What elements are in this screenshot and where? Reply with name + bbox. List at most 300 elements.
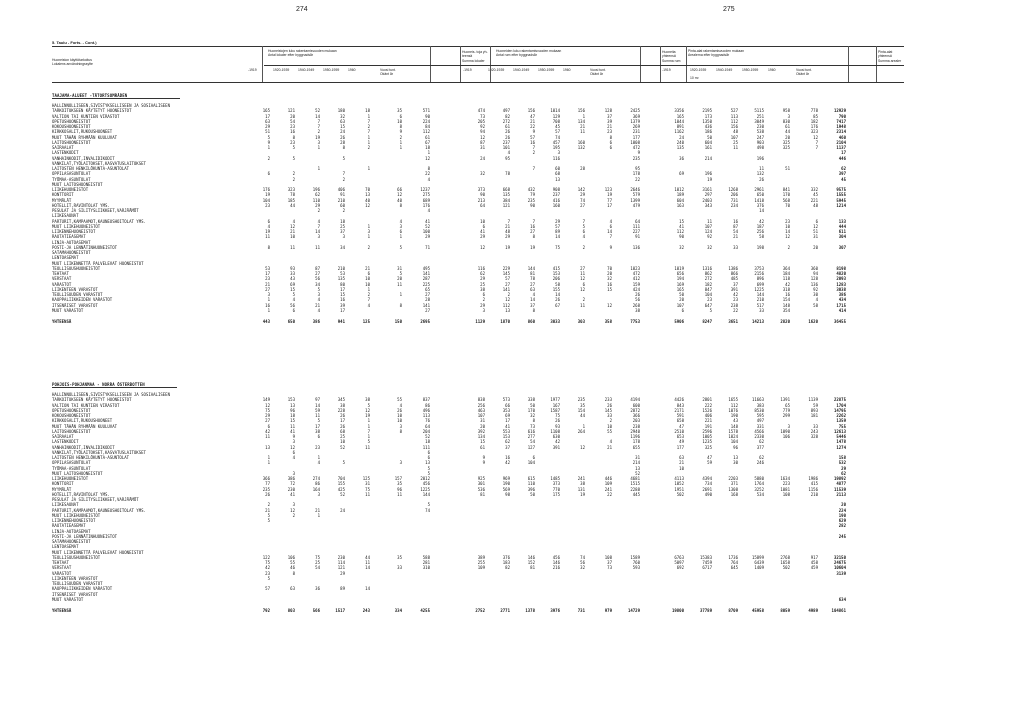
cell-value: 7 <box>815 139 818 145</box>
cell-value: 1620 <box>808 319 818 324</box>
cell-value: 146 <box>552 560 560 565</box>
cell-value: 32 <box>707 244 712 250</box>
row-label: ITSENÄISET VARASTOT <box>52 302 98 308</box>
cell-value: 92 <box>480 124 485 129</box>
cell-value: 338 <box>527 397 535 403</box>
row-label: VALTION TAI KUNTIEN VIRASTOT <box>52 402 120 408</box>
year-header: Vuosi tunt. Okänt år <box>380 68 396 77</box>
cell-value: 3038 <box>836 286 846 292</box>
cell-value: 14729 <box>627 608 640 613</box>
cell-value: 331 <box>756 423 764 429</box>
cell-value: 184 <box>782 271 790 276</box>
cell-value: 591 <box>676 413 684 418</box>
cell-value: 5 <box>267 134 270 140</box>
cell-value: 101 <box>502 145 510 150</box>
cell-value: 23 <box>265 202 270 208</box>
cell-value: 245 <box>838 533 846 539</box>
cell-value: 25 <box>733 139 738 145</box>
cell-value: 196 <box>312 187 320 192</box>
row-label: TARKOITUKSEEN KÄYTETYT HUONEISTOT <box>52 397 132 403</box>
cell-value: 14 <box>785 229 790 234</box>
cell-value: 155 <box>337 481 345 487</box>
cell-value: 1704 <box>836 402 846 408</box>
cell-value: 4 <box>317 460 320 466</box>
cell-value: 1 <box>367 423 370 429</box>
cell-value: 18 <box>365 108 370 114</box>
cell-value: 485 <box>730 276 738 282</box>
cell-value: 8 <box>532 307 535 313</box>
cell-value: 31 <box>365 481 370 487</box>
cell-value: 1359 <box>836 418 846 424</box>
cell-value: 18 <box>425 439 430 445</box>
cell-value: 74 <box>580 554 585 560</box>
cell-value: 17 <box>265 271 270 276</box>
cell-value: 1764 <box>754 481 764 487</box>
cell-value: 1587 <box>550 407 560 413</box>
cell-value: 272 <box>502 118 510 124</box>
cell-value: 2171 <box>674 407 684 413</box>
cell-value: 731 <box>577 608 585 613</box>
cell-value: 10 <box>365 276 370 282</box>
cell-value: 5 <box>292 292 295 297</box>
cell-value: 205 <box>477 118 485 124</box>
cell-value: 153 <box>502 434 510 439</box>
cell-value: 6763 <box>674 554 684 560</box>
cell-value: 31 <box>635 455 640 460</box>
cell-value: 13 <box>733 455 738 460</box>
cell-value: 7417 <box>836 118 846 124</box>
cell-value: 47 <box>530 113 535 119</box>
cell-value: 12 <box>365 202 370 208</box>
cell-value: 27 <box>425 292 430 297</box>
cell-value: 37 <box>733 281 738 287</box>
cell-value: 255 <box>477 560 485 565</box>
row-label: LIIKENTEEN VARASTOT <box>52 575 98 581</box>
cell-value: 2768 <box>780 554 790 560</box>
cell-value: 109 <box>477 565 485 571</box>
cell-value: 1 <box>367 113 370 119</box>
row-label: TEOLLISUUDEN VARASTOT <box>52 292 103 297</box>
cell-value: 444 <box>838 223 846 229</box>
cell-value: 68 <box>555 171 560 177</box>
cell-value: 2771 <box>500 608 510 613</box>
row-label: MUUT TÄHÄN RYHMÄÄN KUULUVAT <box>52 134 118 140</box>
cell-value: 106 <box>782 434 790 439</box>
row-label: PESULAT JA SILITYSLIIKKEET,VARJÄÄMÖT <box>52 497 139 502</box>
cell-value: 334 <box>394 608 402 613</box>
cell-value: 415 <box>552 265 560 271</box>
cell-value: 136 <box>632 244 640 250</box>
cell-value: 56 <box>290 302 295 308</box>
cell-value: 114 <box>337 560 345 565</box>
cell-value: 416 <box>552 197 560 203</box>
cell-value: 112 <box>502 302 510 308</box>
cell-value: 42 <box>265 565 270 571</box>
cell-value: 152 <box>527 560 535 565</box>
cell-value: 61 <box>505 124 510 129</box>
cell-value: 164 <box>312 486 320 492</box>
cell-value: 3033 <box>550 319 560 324</box>
column-rule <box>686 46 687 82</box>
cell-value: 5 <box>427 470 430 476</box>
cell-value: 22 <box>733 307 738 313</box>
cell-value: 60 <box>555 166 560 171</box>
cell-value: 149 <box>262 397 270 403</box>
cell-value: 62 <box>480 271 485 276</box>
cell-value: 148 <box>782 302 790 308</box>
cell-value: 68 <box>340 428 345 434</box>
cell-value: 837 <box>422 397 430 403</box>
cell-value: 3651 <box>728 319 738 324</box>
cell-value: 198 <box>756 244 764 250</box>
cell-value: 31 <box>813 234 818 240</box>
cell-value: 22 <box>635 176 640 182</box>
cell-value: 3 <box>367 229 370 234</box>
cell-value: 534 <box>756 491 764 497</box>
cell-value: 1655 <box>728 397 738 403</box>
cell-value: 29 <box>425 234 430 240</box>
cell-value: 12 <box>785 234 790 240</box>
row-label: LIIKESAUNAT <box>52 502 79 508</box>
cell-value: 86 <box>315 481 320 487</box>
cell-value: 28 <box>580 166 585 171</box>
cell-value: 69 <box>290 281 295 287</box>
cell-value: 55 <box>607 428 612 434</box>
cell-value: 64 <box>480 202 485 208</box>
cell-value: 566 <box>312 608 320 613</box>
cell-value: 1 <box>367 139 370 145</box>
cell-value: 1478 <box>836 439 846 445</box>
cell-value: 107 <box>676 302 684 308</box>
cell-value: 95 <box>505 155 510 161</box>
cell-value: 8530 <box>754 407 764 413</box>
cell-value: 204 <box>422 428 430 434</box>
cell-value: 866 <box>730 271 738 276</box>
cell-value: 150 <box>394 319 402 324</box>
cell-value: 35 <box>397 554 402 560</box>
cell-value: 4 <box>427 208 430 213</box>
cell-value: 15 <box>607 286 612 292</box>
cell-value: 634 <box>838 596 846 602</box>
cell-value: 125 <box>362 319 370 324</box>
total-row <box>0 319 1024 324</box>
cell-value: 406 <box>704 413 712 418</box>
cell-value: 165 <box>262 108 270 114</box>
cell-value: 7 <box>815 145 818 150</box>
cell-value: 230 <box>337 554 345 560</box>
cell-value: 178 <box>632 439 640 445</box>
cell-value: 1 <box>317 145 320 150</box>
cell-value: 354 <box>782 307 790 313</box>
cell-value: 25 <box>340 434 345 439</box>
cell-value: 87 <box>733 223 738 229</box>
cell-value: 51 <box>813 229 818 234</box>
cell-value: 16 <box>505 455 510 460</box>
cell-value: 1052 <box>674 481 684 487</box>
cell-value: 181 <box>810 413 818 418</box>
cell-value: 62 <box>759 439 764 445</box>
cell-value: 154 <box>782 297 790 303</box>
cell-value: 223 <box>782 481 790 487</box>
cell-value: 5 <box>399 244 402 250</box>
cell-value: 35 <box>397 108 402 114</box>
cell-value: 11 <box>580 129 585 135</box>
cell-value: 332 <box>810 187 818 192</box>
cell-value: 63 <box>290 586 295 592</box>
row-label: KIRKKOSALIT,RUKOUSHUONEET <box>52 418 113 424</box>
cell-value: 96 <box>290 407 295 413</box>
cell-value: 1 <box>367 418 370 424</box>
row-label: HALLINNOLLISEEN,SIVISTYKSELLISEEN JA SOSIAALISEEN <box>52 103 171 108</box>
cell-value: 93 <box>555 423 560 429</box>
cell-value: 2 <box>399 134 402 140</box>
cell-value: 358 <box>604 319 612 324</box>
cell-value: 7 <box>609 234 612 240</box>
cell-value: 12 <box>397 192 402 198</box>
cell-value: 132 <box>756 171 764 177</box>
cell-value: 27 <box>580 202 585 208</box>
cell-value: 11 <box>265 234 270 240</box>
cell-value: 1081 <box>780 486 790 492</box>
cell-value: 1235 <box>702 439 712 445</box>
cell-value: 22 <box>530 124 535 129</box>
cell-value: 2262 <box>836 413 846 418</box>
cell-value: 237 <box>552 192 560 198</box>
cell-value: 307 <box>838 244 846 250</box>
row-label: LIIKEHUONEISTOT <box>52 476 89 481</box>
cell-value: 328 <box>810 434 818 439</box>
cell-value: 145 <box>604 407 612 413</box>
cell-value: 600 <box>632 402 640 408</box>
cell-value: 33 <box>397 565 402 571</box>
cell-value: 122 <box>262 554 270 560</box>
cell-value: 163 <box>676 202 684 208</box>
cell-value: 58 <box>555 281 560 287</box>
cell-value: 1274 <box>836 444 846 450</box>
page-number-left: 274 <box>296 6 308 13</box>
cell-value: 8 <box>399 124 402 129</box>
cell-value: 7 <box>582 218 585 224</box>
cell-value: 1485 <box>550 476 560 481</box>
row-label: RAUTATIEASEMAT <box>52 523 86 529</box>
cell-value: 4877 <box>836 481 846 487</box>
cell-value: 12 <box>813 223 818 229</box>
cell-value: 5 <box>399 271 402 276</box>
cell-value: 2104 <box>836 139 846 145</box>
cell-value: 53 <box>340 271 345 276</box>
cell-value: 13 <box>555 176 560 182</box>
row-label: LIIKENTEEN VARASTOT <box>52 286 98 292</box>
cell-value: 9 <box>292 434 295 439</box>
cell-value: 1139 <box>808 397 818 403</box>
year-header: 1920-1939 <box>690 68 707 72</box>
cell-value: 1 <box>582 113 585 119</box>
column-rule <box>660 46 661 82</box>
cell-value: 237 <box>502 139 510 145</box>
row-label: YHTEENSÄ <box>52 608 72 613</box>
cell-value: 61 <box>425 134 430 140</box>
cell-value: 277 <box>527 434 535 439</box>
column-rule <box>262 46 263 82</box>
column-rule <box>460 46 461 82</box>
cell-value: 579 <box>632 192 640 198</box>
cell-value: 176 <box>262 187 270 192</box>
cell-value: 779 <box>782 407 790 413</box>
cell-value: 165 <box>676 113 684 119</box>
cell-value: 979 <box>604 608 612 613</box>
cell-value: 9 <box>482 460 485 466</box>
cell-value: 13 <box>265 444 270 450</box>
total3-header <box>878 50 904 63</box>
cell-value: 12 <box>580 276 585 282</box>
cell-value: 173 <box>704 113 712 119</box>
cell-value: 41 <box>505 423 510 429</box>
cell-value: 615 <box>527 476 535 481</box>
cell-value: 29 <box>315 202 320 208</box>
cell-value: 52 <box>425 223 430 229</box>
cell-value: 243 <box>810 428 818 434</box>
cell-value: 19 <box>707 176 712 182</box>
cell-value: 228 <box>337 407 345 413</box>
cell-value: 268 <box>632 302 640 308</box>
cell-value: 42 <box>785 281 790 287</box>
cell-value: 52 <box>635 470 640 476</box>
cell-value: 38 <box>365 397 370 403</box>
group2-title-sv: Antal rum efter byggnadsår <box>496 53 537 58</box>
cell-value: 221 <box>810 197 818 203</box>
cell-value: 59 <box>813 402 818 408</box>
cell-value: 32 <box>480 171 485 177</box>
cell-value: 92 <box>813 286 818 292</box>
cell-value: 656 <box>676 271 684 276</box>
cell-value: 496 <box>422 407 430 413</box>
row-label: VERSTAAT <box>52 565 72 571</box>
cell-value: 221 <box>704 418 712 424</box>
cell-value: 571 <box>422 108 430 114</box>
cell-value: 415 <box>810 481 818 487</box>
cell-value: 11 <box>707 218 712 224</box>
cell-value: 4 <box>399 402 402 408</box>
group1-header <box>268 49 337 58</box>
cell-value: 630 <box>552 434 560 439</box>
cell-value: 1 <box>317 512 320 518</box>
cell-value: 158 <box>838 455 846 460</box>
cell-value: 2403 <box>702 197 712 203</box>
cell-value: 145 <box>502 271 510 276</box>
row-label: TYÖMAA-ASUNTOLAT <box>52 465 91 471</box>
cell-value: 4 <box>292 455 295 460</box>
cell-value: 20 <box>290 113 295 119</box>
cell-value: 6 <box>399 229 402 234</box>
cell-value: 186 <box>704 129 712 135</box>
cell-value: 52 <box>315 108 320 114</box>
cell-value: 6 <box>582 229 585 234</box>
cell-value: 28 <box>340 139 345 145</box>
cell-value: 107 <box>704 223 712 229</box>
cell-value: 830 <box>782 118 790 124</box>
cell-value: 392 <box>477 428 485 434</box>
total-row <box>0 608 1024 613</box>
cell-value: 1418 <box>754 197 764 203</box>
cell-value: 10 <box>365 281 370 287</box>
cell-value: 206 <box>552 276 560 282</box>
cell-value: 224 <box>838 507 846 513</box>
cell-value: 58 <box>759 234 764 240</box>
cell-value: 74 <box>555 134 560 140</box>
cell-value: 156 <box>527 108 535 114</box>
cell-value: 903 <box>756 139 764 145</box>
row-label: SATAMAHUONEISTOT <box>52 539 91 544</box>
cell-value: 386 <box>838 292 846 297</box>
cell-value: 2596 <box>702 428 712 434</box>
cell-value: 376 <box>502 554 510 560</box>
year-header: -1919 <box>463 68 472 72</box>
cell-value: 1214 <box>836 202 846 208</box>
total1-sv: Summa lokaler <box>462 58 485 63</box>
cell-value: 1578 <box>728 428 738 434</box>
cell-value: 21 <box>505 223 510 229</box>
row-label: HOTELLIT,RAVINTOLAT YMS. <box>52 491 110 497</box>
cell-value: 458 <box>810 560 818 565</box>
cell-value: 127 <box>527 444 535 450</box>
cell-value: 180 <box>337 108 345 114</box>
cell-value: 62 <box>841 166 846 171</box>
cell-value: 32 <box>607 276 612 282</box>
cell-value: 604 <box>704 139 712 145</box>
cell-value: 1044 <box>674 118 684 124</box>
cell-value: 44 <box>290 202 295 208</box>
cell-value: 74 <box>425 507 430 513</box>
cell-value: 2 <box>267 502 270 508</box>
cell-value: 2203 <box>728 476 738 481</box>
cell-value: 650 <box>756 192 764 198</box>
cell-value: 27 <box>505 281 510 287</box>
cell-value: 1399 <box>630 197 640 203</box>
cell-value: 517 <box>756 302 764 308</box>
cell-value: 4989 <box>808 608 818 613</box>
cell-value: 32 <box>580 565 585 571</box>
cell-value: 343 <box>704 202 712 208</box>
cell-value: 235 <box>262 486 270 492</box>
cell-value: 3252 <box>754 486 764 492</box>
cell-value: 42 <box>759 218 764 224</box>
cell-value: 1555 <box>836 192 846 198</box>
cell-value: 1526 <box>702 407 712 413</box>
cell-value: 2 <box>292 512 295 518</box>
cell-value: 14 <box>555 234 560 240</box>
row-label: LAITOSTEN HENKILÖKUNTA-ASUNTOLAT <box>52 166 130 171</box>
cell-value: 37 <box>505 444 510 450</box>
cell-value: 1024 <box>728 434 738 439</box>
cell-value: 23 <box>733 297 738 303</box>
cell-value: 75 <box>265 560 270 565</box>
cell-value: 8247 <box>702 319 712 324</box>
cell-value: 14 <box>315 229 320 234</box>
cell-value: 13 <box>635 465 640 471</box>
cell-value: 29 <box>265 124 270 129</box>
row-label: VARASTOT <box>52 570 72 576</box>
cell-value: 377 <box>756 444 764 450</box>
cell-value: 1162 <box>674 129 684 135</box>
cell-value: 36455 <box>833 319 846 324</box>
cell-value: 12 <box>480 134 485 140</box>
cell-value: 33 <box>813 423 818 429</box>
cell-value: 74 <box>580 197 585 203</box>
cell-value: 57 <box>265 586 270 592</box>
cell-value: 10 <box>397 118 402 124</box>
cell-value: 56 <box>580 560 585 565</box>
cell-value: 52 <box>340 444 345 450</box>
